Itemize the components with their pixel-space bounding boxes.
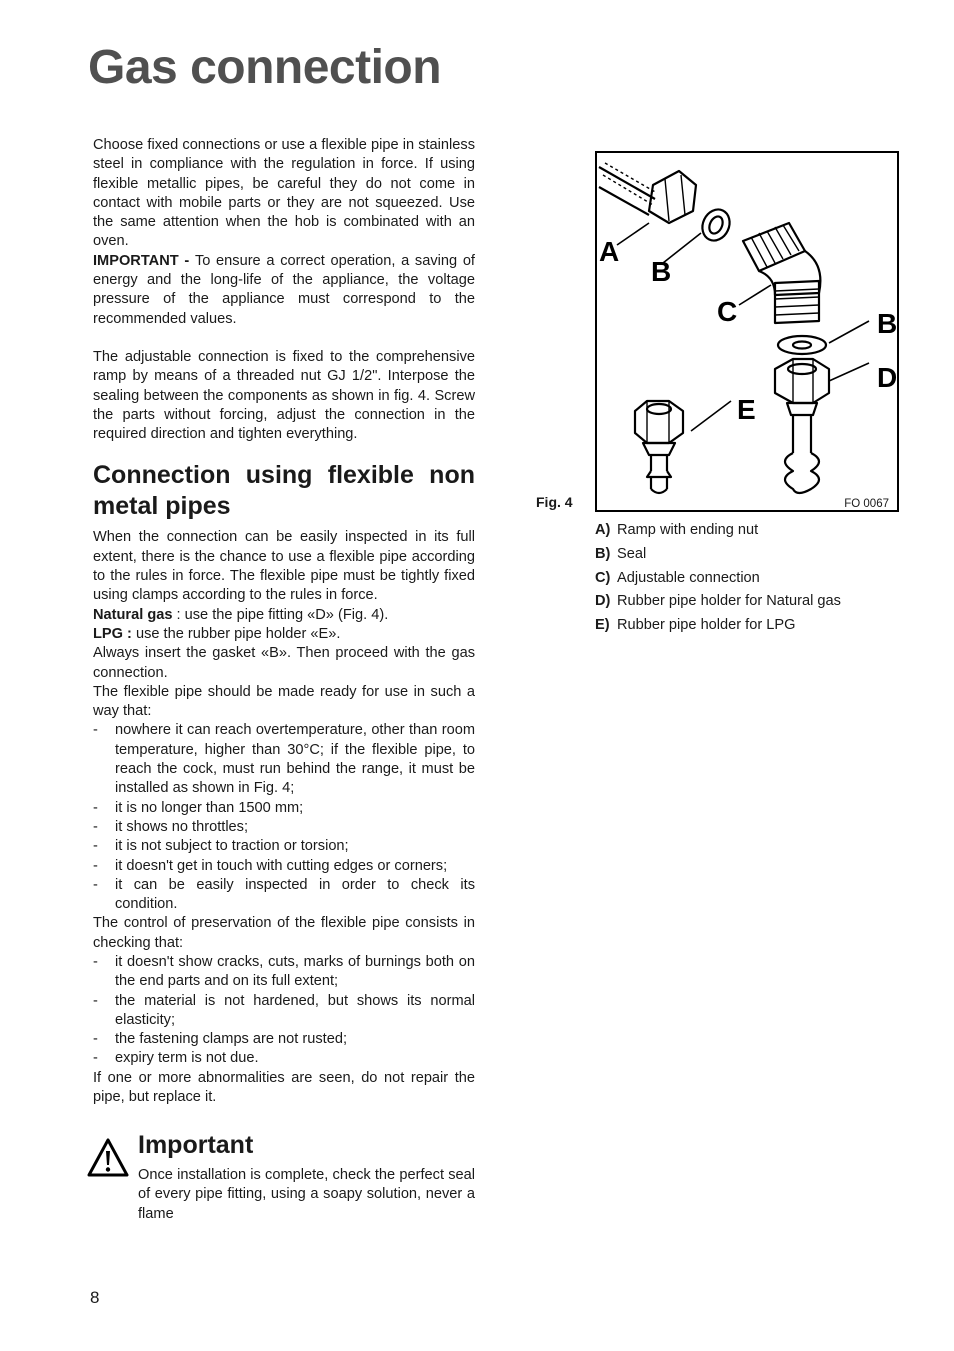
figure-legend xyxy=(595,519,841,638)
important-text: Once installation is complete, check the perfect seal of every pipe fitting, using a soapy solution, never a flame xyxy=(138,1167,475,1222)
legend-item xyxy=(595,567,841,591)
seal-lower-part xyxy=(778,336,826,354)
figure-code: FO 0067 xyxy=(844,498,889,510)
list-item: - it is not subject to traction or torsion; xyxy=(93,837,475,856)
legend-key: D) xyxy=(595,593,611,610)
list-item: - the material is not hardened, but shows its normal elasticity; xyxy=(93,992,475,1031)
intro-paragraph: Choose fixed connections or use a flexible pipe in stainless steel in compliance with the regulation in force. If using flexible metallic pipes, be careful they do not come in contact with mobile parts or they are not squeezed. Use the same attention when the hob is combinated with an oven. xyxy=(93,137,475,250)
legend-key: C) xyxy=(595,569,611,586)
pipe-ready-paragraph: The flexible pipe should be made ready for use in such a way that: xyxy=(93,683,475,720)
natural-gas-label: Natural gas xyxy=(93,606,173,623)
callout-c: C xyxy=(717,296,738,327)
important-note xyxy=(93,252,475,329)
list-item: - nowhere it can reach overtemperature, other than room temperature, higher than 30°C; if the flexible pipe, to reach the cock, must run behind the range, it must be installed as shown in Fig. 4; xyxy=(93,721,475,798)
gas-connection-figure xyxy=(595,151,899,512)
lpg-text: use the rubber pipe holder «E». xyxy=(131,625,341,642)
natural-gas-text: : use the pipe fitting «D» (Fig. 4). xyxy=(172,606,389,623)
legend-item xyxy=(595,614,841,638)
lpg-holder-part xyxy=(635,401,683,493)
legend-item xyxy=(595,590,841,614)
lpg-line xyxy=(93,625,475,644)
adjustable-connection-paragraph: The adjustable connection is fixed to the comprehensive ramp by means of a threaded nut GJ 1/2". Interpose the sealing between the components as shown in fig. 4. Screw the parts without forcing, adjust the connection in the required direction and tighten everything. xyxy=(93,348,475,443)
page-number: 8 xyxy=(90,1288,100,1307)
legend-text: Seal xyxy=(617,545,647,562)
legend-text: Rubber pipe holder for LPG xyxy=(617,617,796,634)
callout-a: A xyxy=(599,236,620,267)
list-item: - it doesn't get in touch with cutting edges or corners; xyxy=(93,857,475,876)
page-title: Gas connection xyxy=(88,41,442,94)
section-heading: Connection using flexible non metal pipes xyxy=(93,461,475,521)
pipe-requirements-list xyxy=(93,721,475,914)
list-item: - the fastening clamps are not rusted; xyxy=(93,1030,475,1049)
preservation-checks-list xyxy=(93,953,475,1069)
natural-gas-line xyxy=(93,606,475,625)
callout-b-lower: B xyxy=(877,308,897,339)
list-item: - it doesn't show cracks, cuts, marks of burnings both on the end parts and on its full extent; xyxy=(93,953,475,992)
legend-item xyxy=(595,543,841,567)
legend-key: B) xyxy=(595,545,611,562)
list-item: - it can be easily inspected in order to check its condition. xyxy=(93,876,475,915)
callout-b-upper: B xyxy=(651,256,672,287)
ramp-ending-nut-part xyxy=(599,163,696,223)
warning-triangle-icon xyxy=(86,1136,130,1180)
legend-text: Ramp with ending nut xyxy=(617,522,759,538)
gasket-paragraph: Always insert the gasket «B». Then proceed with the gas connection. xyxy=(93,645,475,681)
important-note-label: IMPORTANT - xyxy=(93,252,195,269)
fitting-diagram xyxy=(597,153,897,510)
adjustable-connection-part xyxy=(743,223,820,323)
seal-upper-part xyxy=(697,205,734,245)
list-item: - it shows no throttles; xyxy=(93,818,475,837)
flexible-pipe-paragraph: When the connection can be easily inspected in its full extent, there is the chance to use a flexible pipe according to the rules in force. The flexible pipe must be tightly fixed using clamps according to the rules in force. xyxy=(93,529,475,604)
legend-key: A) xyxy=(595,522,611,538)
preservation-paragraph: The control of preservation of the flexible pipe consists in checking that: xyxy=(93,915,475,951)
legend-key: E) xyxy=(595,617,610,634)
important-title: Important xyxy=(138,1131,254,1159)
list-item: - it is no longer than 1500 mm; xyxy=(93,799,475,818)
lpg-label: LPG : xyxy=(93,625,132,642)
legend-item xyxy=(595,519,841,543)
callout-e: E xyxy=(737,394,756,425)
natural-gas-holder-part xyxy=(775,359,829,493)
important-note-text: To ensure a correct operation, a saving of energy and the long-life of the appliance, the voltage pressure of the appliance must correspond to the recommended values. xyxy=(93,252,475,327)
abnormalities-paragraph: If one or more abnormalities are seen, do not repair the pipe, but replace it. xyxy=(93,1069,475,1106)
legend-text: Rubber pipe holder for Natural gas xyxy=(617,593,841,610)
list-item: - expiry term is not due. xyxy=(93,1049,475,1068)
callout-d: D xyxy=(877,362,897,393)
main-text-column xyxy=(93,136,475,1107)
figure-label: Fig. 4 xyxy=(536,494,573,510)
legend-text: Adjustable connection xyxy=(617,569,760,586)
